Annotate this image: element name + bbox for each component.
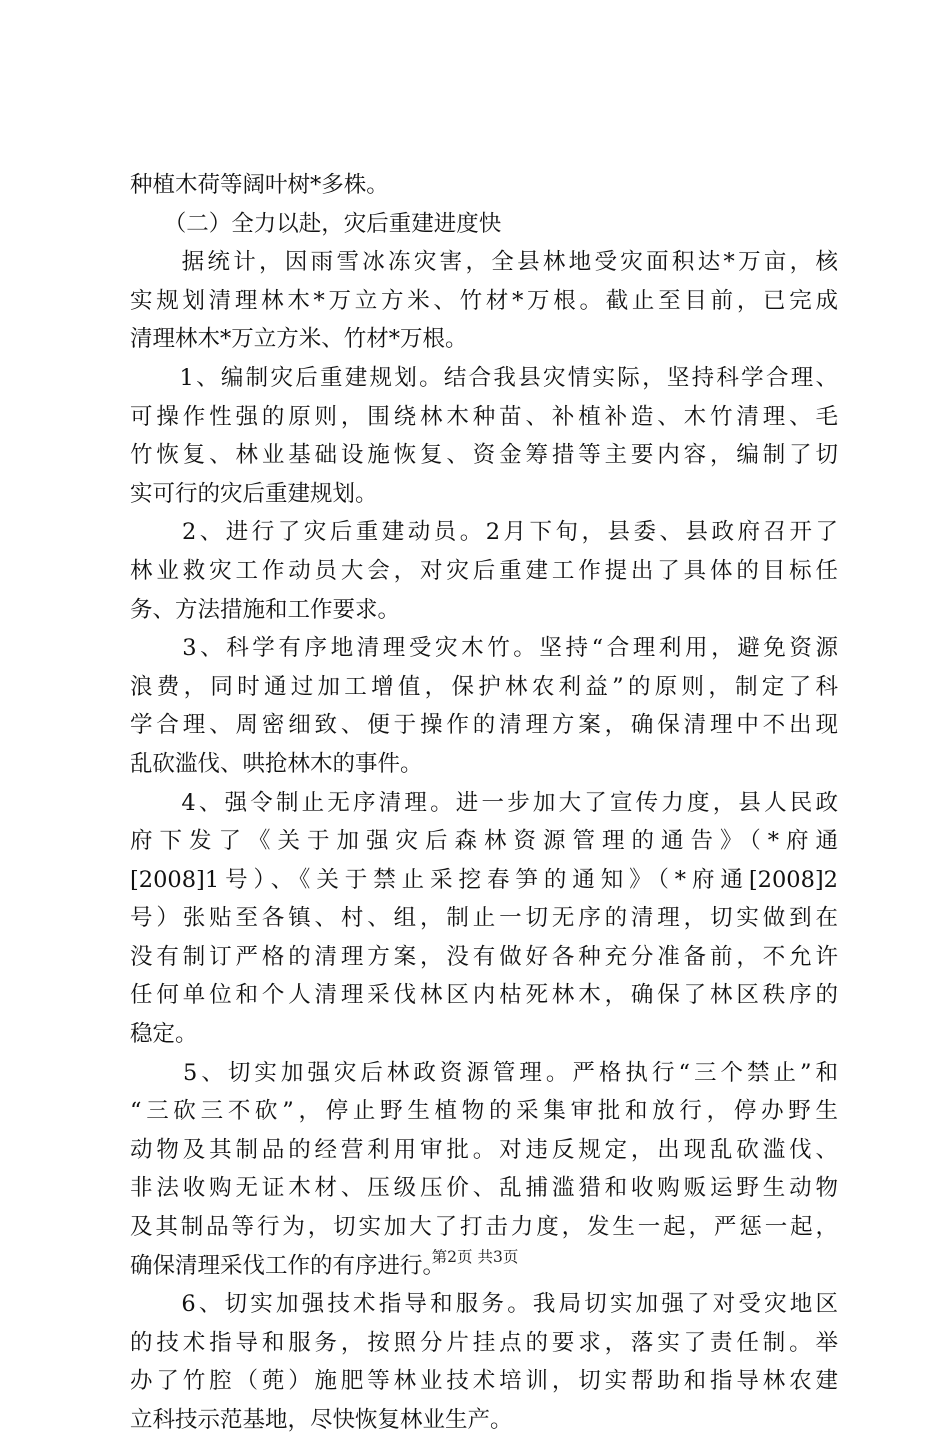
text-line: 可操作性强的原则，围绕林木种苗、补植补造、木竹清理、毛 (130, 403, 838, 430)
text-line: 实规划清理林木*万立方米、竹材*万根。截止至目前，已完成 (130, 287, 838, 314)
text-line: 林业救灾工作动员大会，对灾后重建工作提出了具体的目标任 (130, 557, 838, 584)
text-line: 种植木荷等阔叶树*多株。 (130, 172, 389, 198)
text-line: 没有制订严格的清理方案，没有做好各种充分准备前，不允许 (130, 943, 838, 970)
text-line: 乱砍滥伐、哄抢林木的事件。 (130, 750, 423, 777)
page-number: 第2页 共3页 (431, 1248, 519, 1266)
text-line: 实可行的灾后重建规划。 (130, 480, 378, 507)
page-footer (0, 1245, 950, 1267)
text-line: 非法收购无证木材、压级压价、乱捕滥猎和收购贩运野生动物 (130, 1175, 838, 1202)
text-line: 5、切实加强灾后林政资源管理。严格执行“三个禁止”和 (130, 1059, 838, 1086)
text-line: 办了竹腔（蔸）施肥等林业技术培训，切实帮助和指导林农建 (130, 1368, 838, 1395)
text-line: 务、方法措施和工作要求。 (130, 596, 401, 623)
text-line: 学合理、周密细致、便于操作的清理方案，确保清理中不出现 (130, 712, 838, 739)
text-line: 竹恢复、林业基础设施恢复、资金筹措等主要内容，编制了切 (130, 442, 838, 469)
text-line: 3、科学有序地清理受灾木竹。坚持“合理利用，避免资源 (130, 635, 838, 662)
text-line: “三砍三不砍”，停止野生植物的采集审批和放行，停办野生 (130, 1098, 838, 1125)
text-line: 2、进行了灾后重建动员。2月下旬，县委、县政府召开了 (130, 519, 838, 546)
text-line: 稳定。 (130, 1021, 198, 1048)
text-line: 任何单位和个人清理采伐林区内枯死林木，确保了林区秩序的 (130, 982, 838, 1009)
text-line: [2008]1号）、《关于禁止采挖春笋的通知》（*府通[2008]2 (130, 866, 838, 893)
text-line: 确保清理采伐工作的有序进行。 (130, 1252, 446, 1279)
text-line: 浪费，同时通过加工增值，保护林农利益”的原则，制定了科 (130, 673, 838, 700)
text-line: 号）张贴至各镇、村、组，制止一切无序的清理，切实做到在 (130, 905, 838, 932)
text-line: 动物及其制品的经营利用审批。对违反规定，出现乱砍滥伐、 (130, 1136, 838, 1163)
text-line: 及其制品等行为，切实加大了打击力度，发生一起，严惩一起， (130, 1214, 838, 1241)
text-line: 的技术指导和服务，按照分片挂点的要求，落实了责任制。举 (130, 1329, 838, 1356)
text-line: 清理林木*万立方米、竹材*万根。 (130, 326, 468, 353)
text-line: 1、编制灾后重建规划。结合我县灾情实际，坚持科学合理、 (130, 364, 838, 391)
text-line: 4、强令制止无序清理。进一步加大了宣传力度，县人民政 (130, 789, 838, 816)
text-line: （二）全力以赴，灾后重建进度快 (130, 210, 502, 237)
text-line: 据统计，因雨雪冰冻灾害，全县林地受灾面积达*万亩，核 (130, 249, 838, 276)
text-line: 立科技示范基地，尽快恢复林业生产。 (130, 1407, 513, 1433)
text-line: 府下发了《关于加强灾后森林资源管理的通告》（*府通 (130, 828, 838, 855)
text-line: 6、切实加强技术指导和服务。我局切实加强了对受灾地区 (130, 1291, 838, 1318)
